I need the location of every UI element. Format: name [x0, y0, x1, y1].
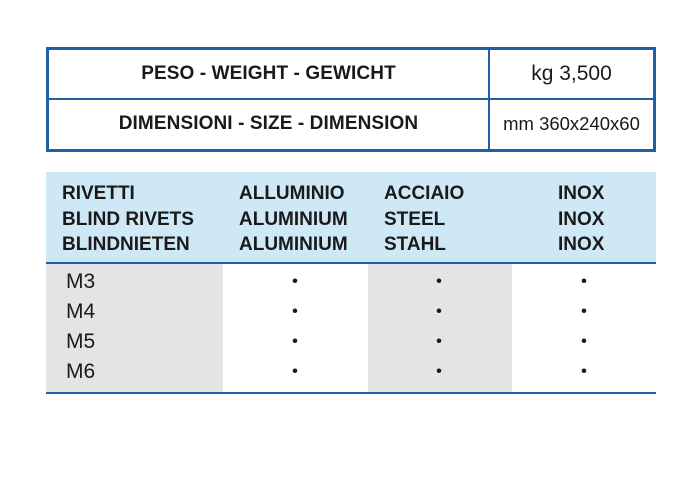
dot-m4-inox: • [581, 301, 587, 321]
header-steel-de: STAHL [384, 234, 446, 255]
dot-m6-inox: • [581, 361, 587, 381]
header-steel-en: STEEL [384, 208, 446, 230]
dot-m6-steel: • [436, 361, 442, 381]
header-aluminium-de: ALUMINIUM [239, 234, 348, 255]
size-m5: M5 [66, 330, 96, 353]
header-rivets-en: BLIND RIVETS [62, 208, 194, 230]
weight-value: kg 3,500 [531, 61, 612, 85]
table-body [46, 264, 656, 393]
dot-m5-steel: • [436, 331, 442, 351]
header-inox-it: INOX [558, 183, 605, 204]
dot-m3-steel: • [436, 271, 442, 291]
header-rivets-it: RIVETTI [62, 183, 135, 204]
size-value: mm 360x240x60 [503, 113, 640, 135]
header-steel-it: ACCIAIO [384, 183, 465, 204]
header-inox-en: INOX [558, 208, 605, 230]
table-bottom-rule [46, 392, 656, 394]
size-m3: M3 [66, 270, 96, 293]
dot-m4-aluminium: • [292, 301, 298, 321]
dot-m4-steel: • [436, 301, 442, 321]
dot-m6-aluminium: • [292, 361, 298, 381]
header-aluminium-en: ALUMINIUM [239, 208, 348, 230]
rivet-table [46, 172, 656, 394]
header-rivets [62, 181, 194, 258]
dot-m3-aluminium: • [292, 271, 298, 291]
spec-box [46, 47, 656, 152]
header-inox-de: INOX [558, 234, 605, 255]
weight-row [49, 50, 653, 100]
header-rivets-de: BLINDNIETEN [62, 234, 190, 255]
dot-m5-aluminium: • [292, 331, 298, 351]
dot-m5-inox: • [581, 331, 587, 351]
size-label: DIMENSIONI - SIZE - DIMENSION [49, 100, 490, 150]
header-aluminium [239, 181, 348, 258]
size-row [49, 100, 653, 150]
dot-m3-inox: • [581, 271, 587, 291]
table-header [46, 172, 656, 264]
size-m4: M4 [66, 300, 96, 323]
header-inox [558, 181, 604, 258]
header-aluminium-it: ALLUMINIO [239, 183, 345, 204]
header-steel [384, 181, 464, 258]
weight-label: PESO - WEIGHT - GEWICHT [49, 50, 490, 98]
size-m6: M6 [66, 360, 96, 383]
